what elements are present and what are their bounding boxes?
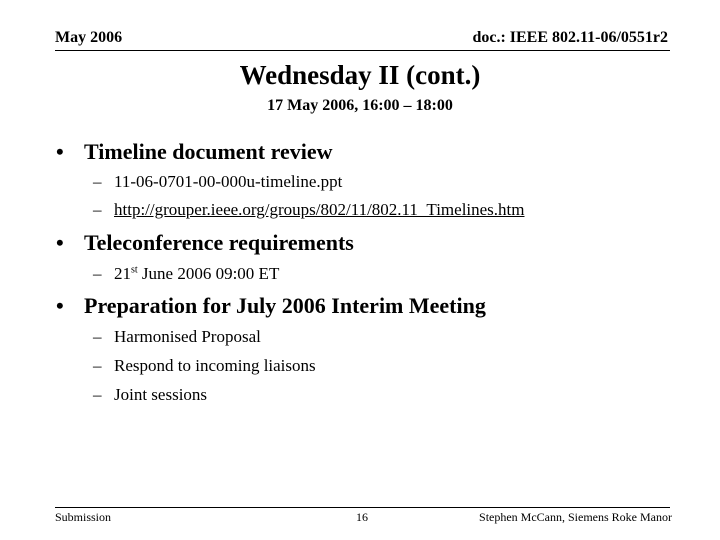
sub-bullet-timeline-link [93,200,525,220]
sub-bullet-text: Joint sessions [114,385,208,404]
bullet-icon: • [56,139,64,164]
header-divider [55,50,670,51]
sub-bullet-joint-sessions [93,385,207,405]
date-ordinal: st [131,264,138,276]
slide-title: Wednesday II (cont.) [239,60,481,90]
slide-subtitle: 17 May 2006, 16:00 – 18:00 [267,97,453,114]
date-day: 21 [114,264,131,283]
header-doc-id: doc.: IEEE 802.11-06/0551r2 [472,29,668,46]
bullet-text: Preparation for July 2006 Interim Meeting [84,293,486,318]
dash-icon: – [93,356,102,375]
footer-author: Stephen McCann, Siemens Roke Manor [479,510,672,524]
sub-bullet-text: Respond to incoming liaisons [114,356,316,375]
timeline-link[interactable]: http://grouper.ieee.org/groups/802/11/802.11_Timelines.htm [114,200,525,219]
dash-icon: – [93,327,102,346]
dash-icon: – [93,264,102,283]
dash-icon: – [93,172,102,191]
sub-bullet-text: 11-06-0701-00-000u-timeline.ppt [114,172,343,191]
date-rest: June 2006 09:00 ET [137,264,280,283]
sub-bullet-liaisons [93,356,316,376]
sub-bullet-teleconference-date [93,264,279,284]
bullet-interim-prep [56,293,486,319]
header-date: May 2006 [55,29,123,46]
bullet-icon: • [56,293,64,318]
footer-page-number: 16 [356,510,368,524]
bullet-timeline-review [56,139,333,165]
footer-divider [55,507,670,508]
dash-icon: – [93,385,102,404]
bullet-icon: • [56,230,64,255]
sub-bullet-text: Harmonised Proposal [114,327,261,346]
sub-bullet-timeline-file [93,172,342,192]
bullet-text: Timeline document review [84,139,333,164]
bullet-text: Teleconference requirements [84,230,354,255]
bullet-teleconference [56,230,354,256]
sub-bullet-harmonised [93,327,261,347]
footer-submission: Submission [55,510,112,524]
dash-icon: – [93,200,102,219]
